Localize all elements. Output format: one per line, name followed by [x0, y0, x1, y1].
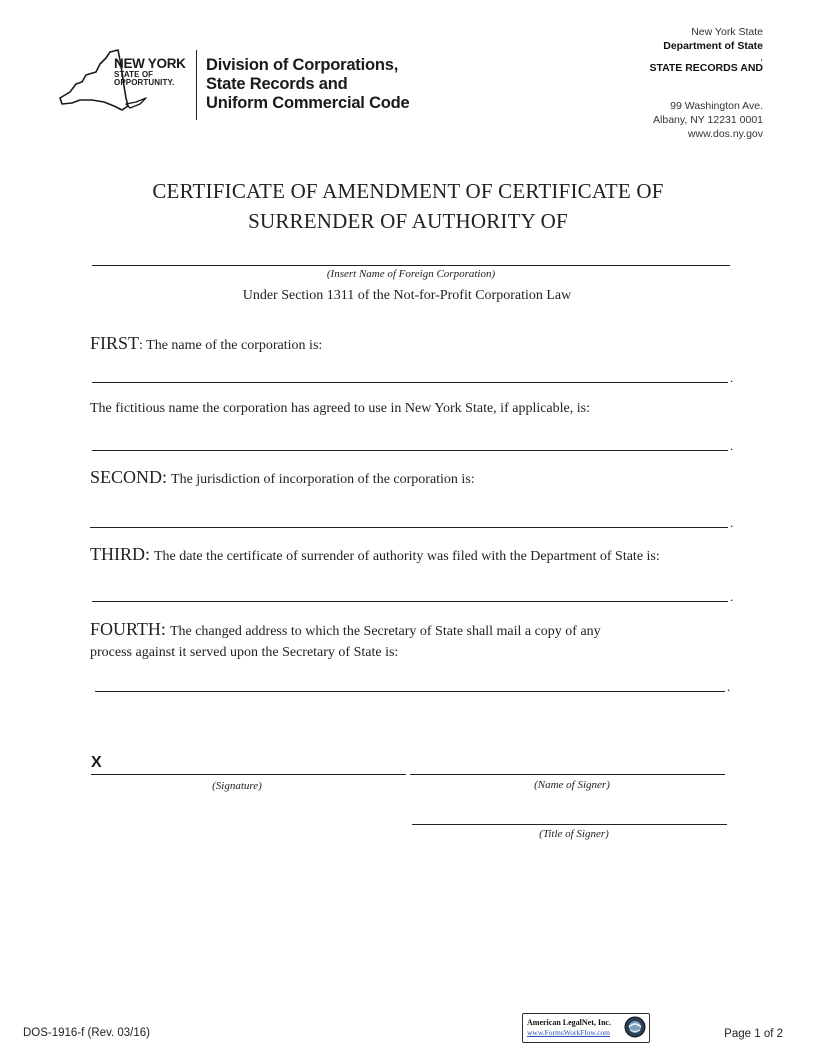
address-street: 99 Washington Ave.: [670, 100, 763, 112]
form-title: [0, 176, 816, 236]
signer-name-caption: (Name of Signer): [534, 779, 610, 791]
line-end-period: .: [730, 589, 734, 604]
badge-company-name: American LegalNet, Inc.: [527, 1018, 611, 1027]
fictitious-name-input-line[interactable]: [92, 450, 728, 451]
address-department: Department of State: [663, 40, 763, 52]
line-end-period: .: [730, 438, 734, 453]
fourth-text-line1: The changed address to which the Secretary of State shall mail a copy of any: [169, 624, 601, 639]
line-end-period: .: [730, 515, 734, 530]
corporation-name-caption: (Insert Name of Foreign Corporation): [326, 268, 496, 280]
filing-date-input-line[interactable]: [92, 601, 728, 602]
division-line1: Division of Corporations,: [206, 56, 399, 74]
second-label: SECOND:: [90, 467, 168, 487]
logo-subtitle-line1: STATE OF: [114, 69, 154, 79]
corporation-name-input-line[interactable]: [92, 382, 728, 383]
signer-name-input-line[interactable]: [410, 774, 725, 775]
first-paragraph: [90, 333, 322, 354]
changed-address-input-line[interactable]: [95, 691, 725, 692]
page-indicator: Page 1 of 2: [724, 1028, 783, 1040]
fourth-label: FOURTH:: [90, 619, 166, 639]
signature-input-line[interactable]: [91, 774, 406, 775]
third-paragraph: [90, 544, 660, 565]
third-text: The date the certificate of surrender of authority was filed with the Department of State is:: [154, 549, 660, 564]
third-label: THIRD:: [90, 544, 150, 564]
address-comma: ,: [760, 51, 763, 63]
ny-state-logo: [114, 57, 186, 87]
division-line2: State Records and: [206, 75, 348, 93]
line-end-period: .: [727, 679, 731, 694]
signature-x-mark: X: [91, 754, 102, 771]
signature-caption: (Signature): [212, 780, 262, 792]
address-website: www.dos.ny.gov: [687, 128, 763, 140]
second-text: The jurisdiction of incorporation of the corporation is:: [171, 472, 475, 487]
badge-website-link[interactable]: www.FormsWorkFlow.com: [527, 1028, 611, 1037]
line-end-period: .: [730, 370, 734, 385]
legalnet-badge[interactable]: [522, 1013, 650, 1043]
first-text: : The name of the corporation is:: [139, 338, 323, 353]
second-paragraph: [90, 467, 475, 488]
signer-title-caption: (Title of Signer): [539, 828, 609, 840]
logo-subtitle-line2: OPPORTUNITY.: [114, 77, 175, 87]
corporation-name-field[interactable]: [92, 265, 730, 266]
form-title-line1: CERTIFICATE OF AMENDMENT OF CERTIFICATE OF: [152, 179, 664, 203]
fourth-text-line2: process against it served upon the Secretary of State is:: [90, 645, 399, 660]
address-state: New York State: [691, 26, 763, 38]
jurisdiction-input-line[interactable]: [90, 527, 728, 528]
form-title-line2: SURRENDER OF AUTHORITY OF: [248, 209, 568, 233]
logo-title: NEW YORK: [114, 56, 186, 71]
division-name: [206, 56, 410, 113]
globe-icon: [624, 1016, 646, 1038]
logo-divider: [196, 50, 197, 120]
fourth-paragraph: [90, 619, 601, 640]
fictitious-name-text: The fictitious name the corporation has agreed to use in New York State, if applicable, is:: [90, 401, 590, 416]
form-number: DOS-1916-f (Rev. 03/16): [23, 1027, 150, 1039]
statute-reference: Under Section 1311 of the Not-for-Profit Corporation Law: [242, 288, 572, 303]
address-city: Albany, NY 12231 0001: [653, 114, 763, 126]
signer-title-input-line[interactable]: [412, 824, 727, 825]
division-line3: Uniform Commercial Code: [206, 94, 410, 112]
agency-address-block: [649, 25, 763, 141]
first-label: FIRST: [90, 333, 140, 353]
address-office: STATE RECORDS AND: [649, 62, 763, 74]
